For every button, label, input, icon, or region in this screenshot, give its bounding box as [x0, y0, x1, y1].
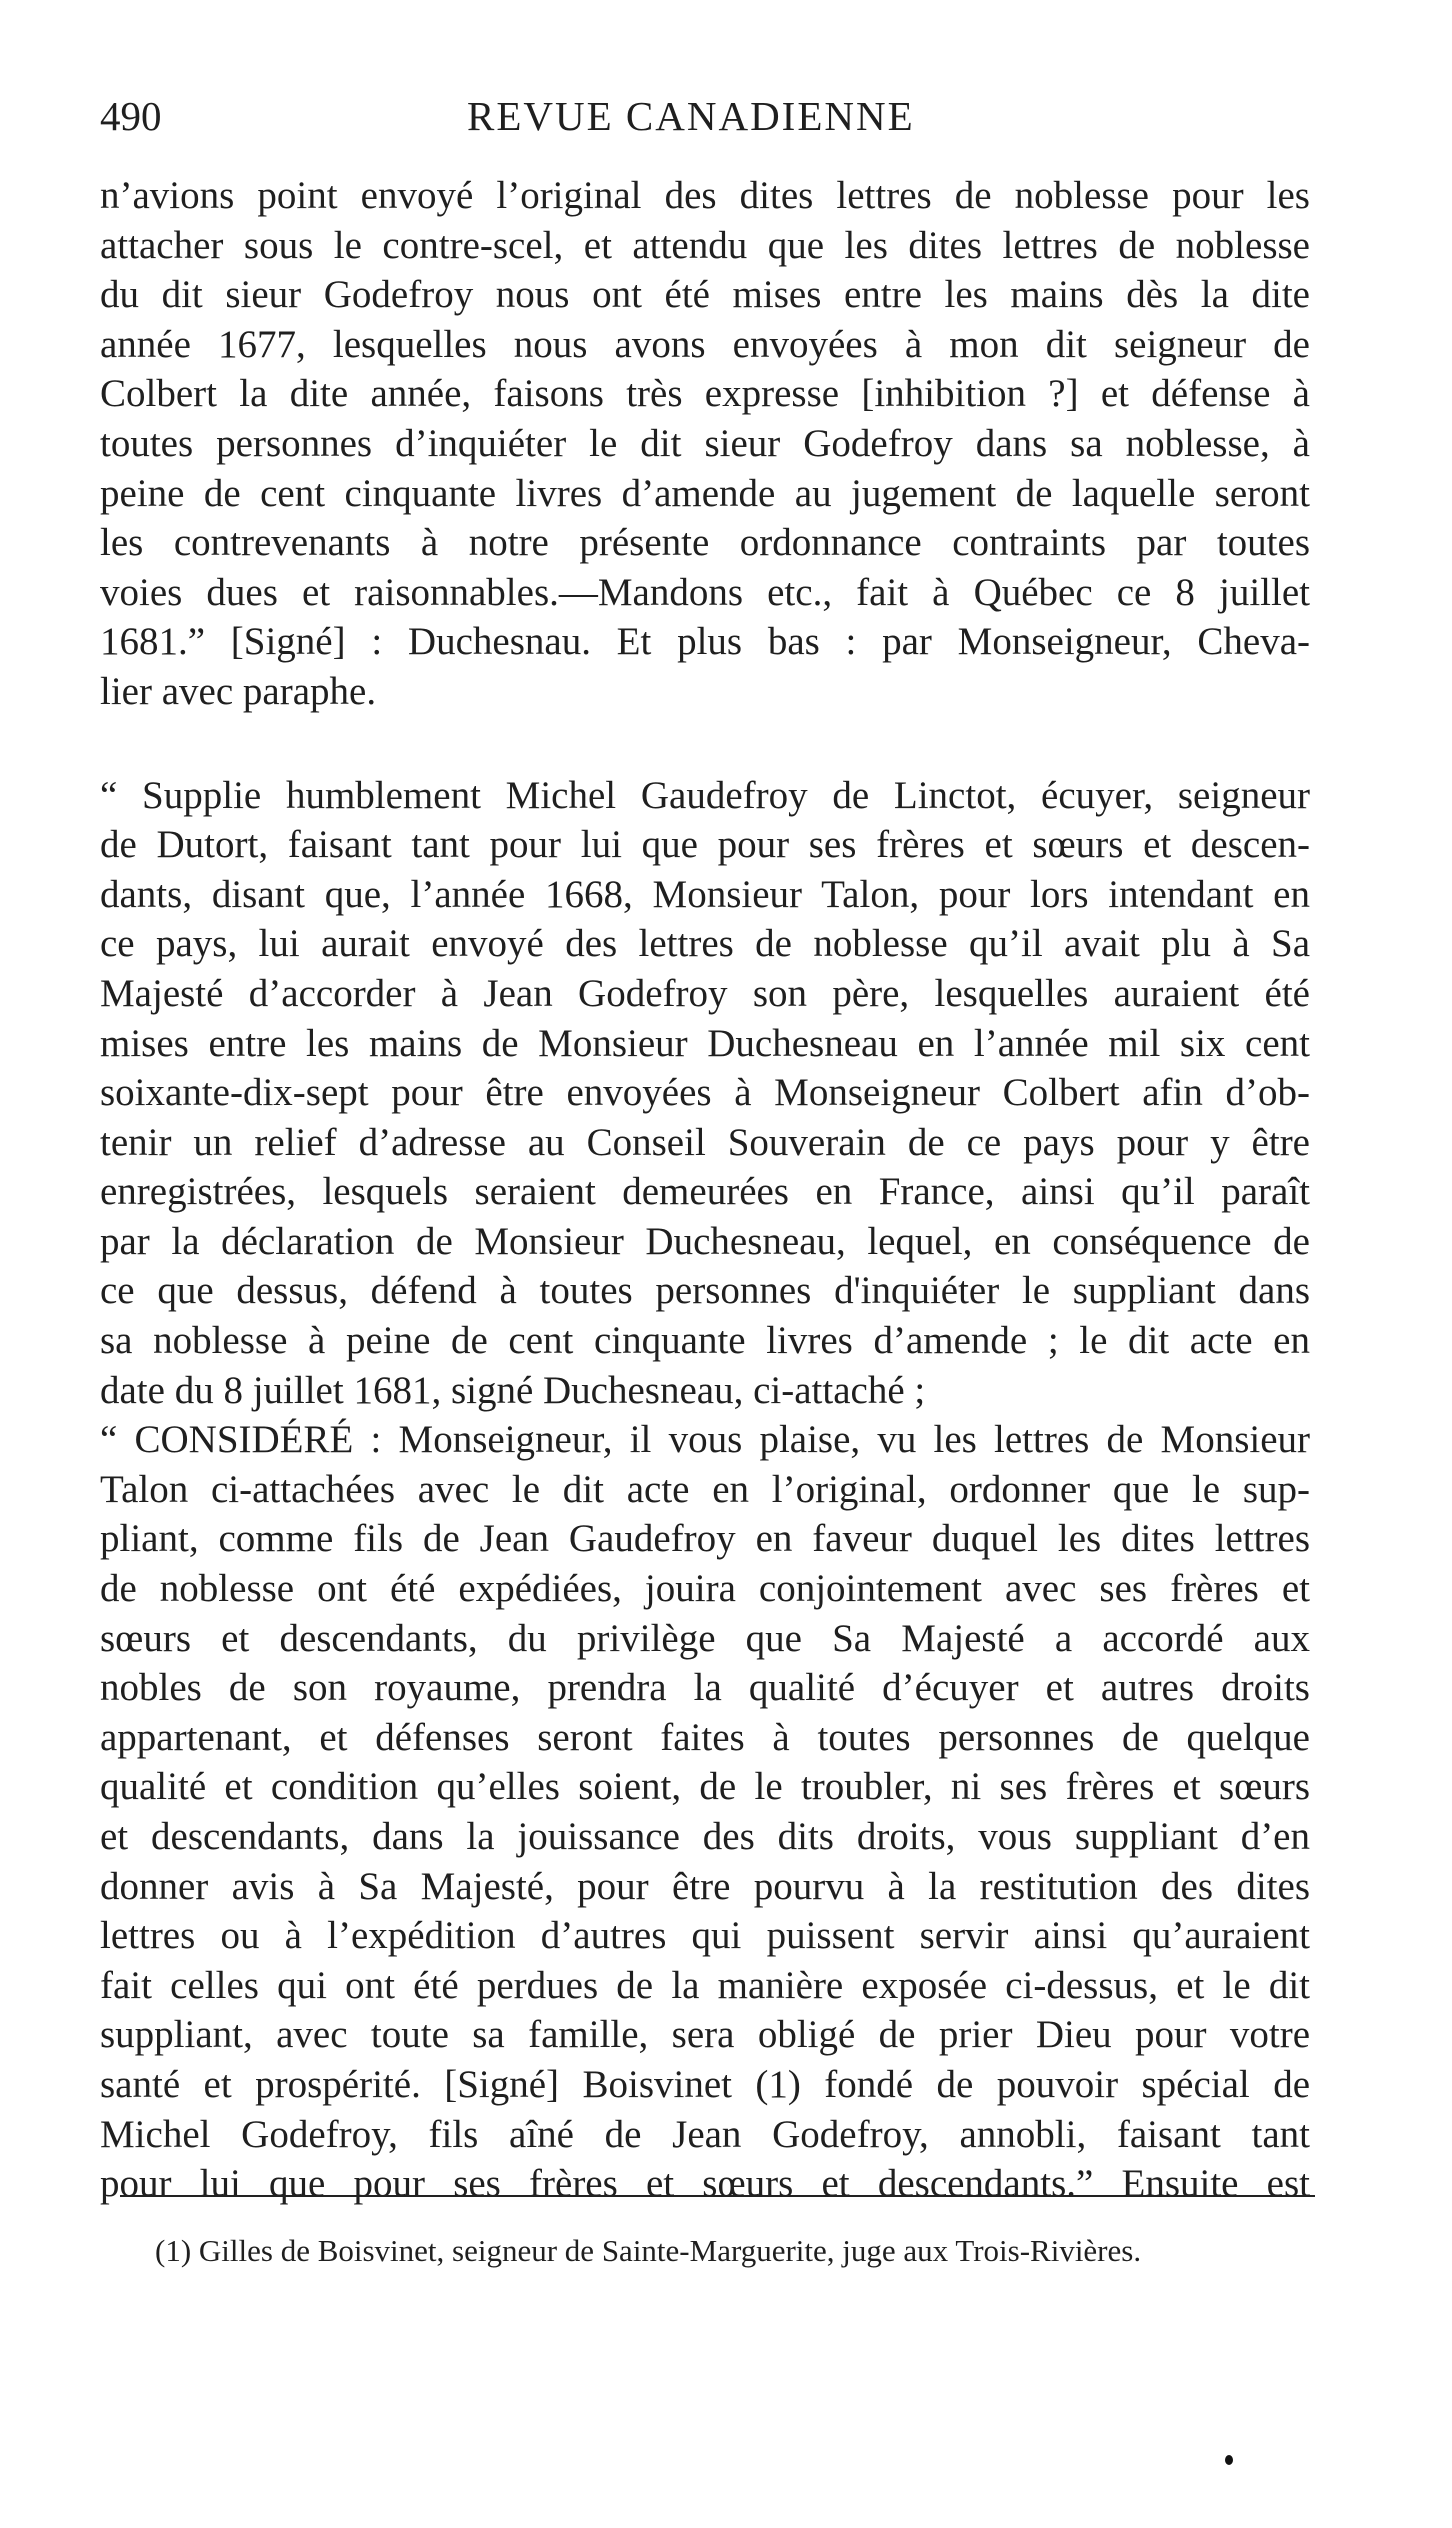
text-line: dants, disant que, l’année 1668, Monsieur Talon, pour lors intendant en	[100, 872, 1310, 916]
running-title: REVUE CANADIENNE	[467, 93, 915, 139]
text-line: Colbert la dite année, faisons très expresse [inhibition ?] et défense à	[100, 372, 1310, 416]
text-line: par la déclaration de Monsieur Duchesneau, lequel, en conséquence de	[100, 1219, 1310, 1263]
text-line: santé et prospérité. [Signé] Boisvinet (1) fondé de pouvoir spécial de	[100, 2062, 1310, 2106]
text-line: de noblesse ont été expédiées, jouira conjointement avec ses frères et	[100, 1567, 1310, 1611]
paragraph-1	[100, 171, 1310, 717]
text-line: “ CONSIDÉRÉ : Monseigneur, il vous plaise, vu les lettres de Monsieur	[100, 1418, 1310, 1462]
text-line: année 1677, lesquelles nous avons envoyées à mon dit seigneur de	[100, 322, 1310, 366]
text-line: Michel Godefroy, fils aîné de Jean Godefroy, annobli, faisant tant	[100, 2112, 1310, 2156]
text-line: qualité et condition qu’elles soient, de le troubler, ni ses frères et sœurs	[100, 1765, 1310, 1809]
text-line: Majesté d’accorder à Jean Godefroy son père, lesquelles auraient été	[100, 971, 1310, 1015]
text-line: de Dutort, faisant tant pour lui que pour ses frères et sœurs et descen-	[100, 823, 1310, 867]
text-line: ce que dessus, défend à toutes personnes d'inquiéter le suppliant dans	[100, 1269, 1310, 1313]
text-line: soixante-dix-sept pour être envoyées à Monseigneur Colbert afin d’ob-	[100, 1071, 1310, 1115]
paragraph-3	[100, 1415, 1310, 2209]
text-line: pliant, comme fils de Jean Gaudefroy en faveur duquel les dites lettres	[100, 1517, 1310, 1561]
body-text	[100, 171, 1310, 2209]
text-line: fait celles qui ont été perdues de la manière exposée ci-dessus, et le dit	[100, 1963, 1310, 2007]
text-line: Talon ci-attachées avec le dit acte en l’original, ordonner que le sup-	[100, 1467, 1310, 1511]
text-line: les contrevenants à notre présente ordonnance contraints par toutes	[100, 521, 1310, 565]
text-line: date du 8 juillet 1681, signé Duchesneau, ci-attaché ;	[100, 1368, 926, 1412]
text-line: suppliant, avec toute sa famille, sera obligé de prier Dieu pour votre	[100, 2013, 1310, 2057]
text-line: sœurs et descendants, du privilège que Sa Majesté a accordé aux	[100, 1616, 1310, 1660]
text-line: enregistrées, lesquels seraient demeurées en France, ainsi qu’il paraît	[100, 1170, 1310, 1214]
text-line: et descendants, dans la jouissance des dits droits, vous suppliant d’en	[100, 1815, 1310, 1858]
text-line: ce pays, lui aurait envoyé des lettres de noblesse qu’il avait plu à Sa	[100, 922, 1310, 966]
text-line: lettres ou à l’expédition d’autres qui puissent servir ainsi qu’auraient	[100, 1914, 1310, 1958]
text-line: 1681.” [Signé] : Duchesnau. Et plus bas : par Monseigneur, Cheva-	[100, 620, 1310, 664]
page-number: 490	[100, 93, 162, 139]
text-line: “ Supplie humblement Michel Gaudefroy de Linctot, écuyer, seigneur	[100, 773, 1310, 817]
text-line: donner avis à Sa Majesté, pour être pourvu à la restitution des dites	[100, 1864, 1310, 1908]
text-line: nobles de son royaume, prendra la qualité d’écuyer et autres droits	[100, 1666, 1310, 1710]
text-line: pour lui que pour ses frères et sœurs et descendants.” Ensuite est	[100, 2162, 1310, 2206]
text-line: tenir un relief d’adresse au Conseil Souverain de ce pays pour y être	[100, 1120, 1310, 1164]
text-line: n’avions point envoyé l’original des dites lettres de noblesse pour les	[100, 174, 1310, 217]
footnote-divider	[120, 2195, 1315, 2197]
footnote: (1) Gilles de Boisvinet, seigneur de Sainte-Marguerite, juge aux Trois-Rivières.	[155, 2233, 1142, 2268]
page-header	[100, 92, 1315, 152]
text-line: voies dues et raisonnables.—Mandons etc., fait à Québec ce 8 juillet	[100, 570, 1310, 614]
text-line: mises entre les mains de Monsieur Duchesneau en l’année mil six cent	[100, 1021, 1310, 1065]
text-line: du dit sieur Godefroy nous ont été mises entre les mains dès la dite	[100, 273, 1310, 317]
text-line: peine de cent cinquante livres d’amende au jugement de laquelle seront	[100, 471, 1310, 515]
paragraph-spacer	[100, 717, 1310, 771]
text-line: lier avec paraphe.	[100, 669, 377, 713]
text-line: appartenant, et défenses seront faites à toutes personnes de quelque	[100, 1715, 1310, 1759]
text-line: sa noblesse à peine de cent cinquante livres d’amende ; le dit acte en	[100, 1319, 1310, 1363]
text-line: attacher sous le contre-scel, et attendu que les dites lettres de noblesse	[100, 223, 1310, 267]
text-line: toutes personnes d’inquiéter le dit sieur Godefroy dans sa noblesse, à	[100, 421, 1310, 465]
paragraph-2	[100, 771, 1310, 1416]
ink-speck	[1225, 2455, 1233, 2465]
